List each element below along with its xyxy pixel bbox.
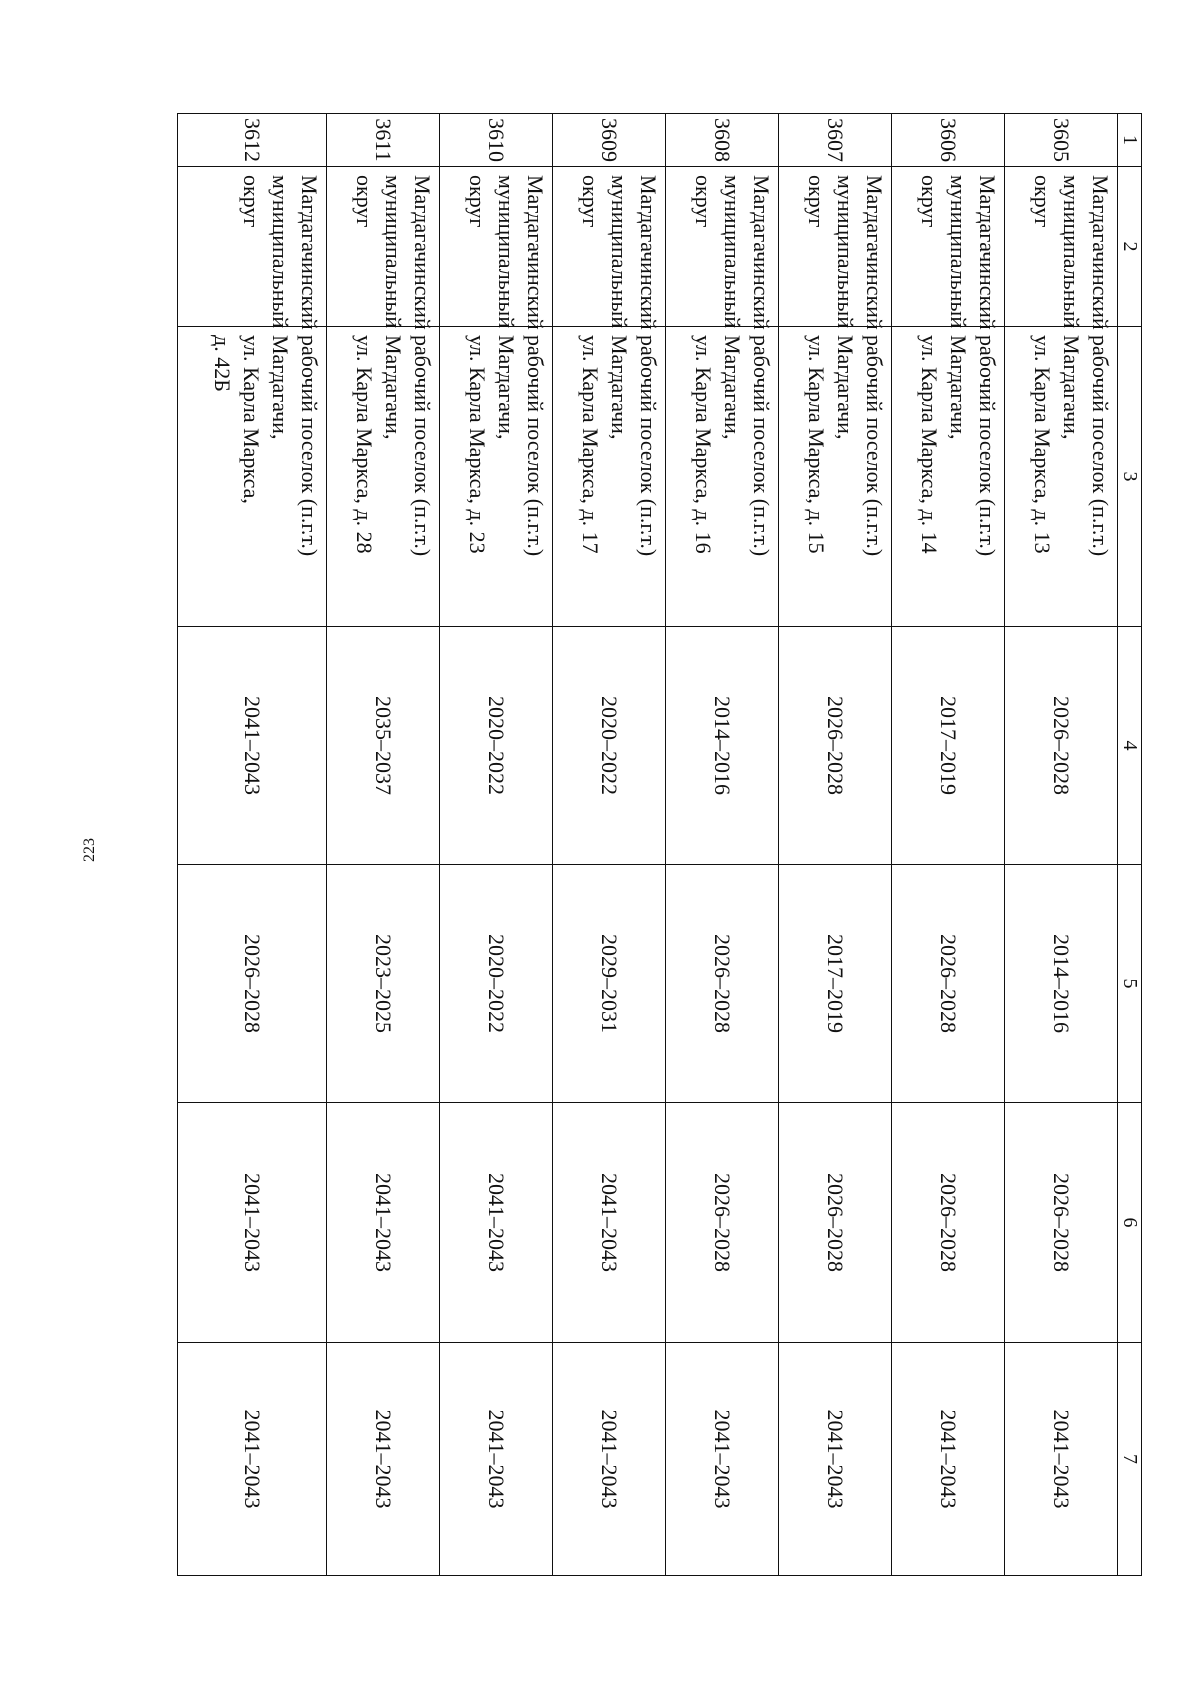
period-cell-c6: 2041–2043: [553, 1103, 666, 1343]
address-cell: [666, 327, 779, 627]
address-line: рабочий поселок (п.г.т.): [523, 335, 549, 557]
table-row: [1005, 114, 1118, 1576]
period-cell-c7: 2041–2043: [779, 1343, 892, 1576]
address-line: рабочий поселок (п.г.т.): [862, 335, 888, 557]
table-row: [779, 114, 892, 1576]
address-line: ул. Карла Маркса, д. 16: [691, 335, 717, 554]
period-cell-c7: 2041–2043: [666, 1343, 779, 1576]
period-cell-c5: 2026–2028: [892, 865, 1005, 1103]
district-line: Магдагачинский: [636, 175, 662, 330]
row-number-cell: 3605: [1005, 114, 1118, 167]
district-line: округ: [578, 175, 604, 228]
row-number-cell: 3606: [892, 114, 1005, 167]
period-cell-c5: 2017–2019: [779, 865, 892, 1103]
period-cell-c4: 2020–2022: [440, 627, 553, 865]
district-line: муниципальный: [381, 175, 407, 329]
address-line: Магдагачи,: [833, 335, 859, 440]
district-line: округ: [1030, 175, 1055, 228]
district-cell: [666, 167, 779, 330]
period-cell-c7: 2041–2043: [1005, 1343, 1118, 1576]
address-line: рабочий поселок (п.г.т.): [749, 335, 775, 557]
period-cell-c7: 2041–2043: [553, 1343, 666, 1576]
column-header: 5: [1118, 865, 1142, 1103]
address-line: ул. Карла Маркса, д. 14: [917, 335, 943, 554]
period-cell-c7: 2041–2043: [440, 1343, 553, 1576]
period-cell-c6: 2041–2043: [440, 1103, 553, 1343]
table-row: [327, 114, 440, 1576]
address-line: рабочий поселок (п.г.т.): [636, 335, 662, 557]
address-line: ул. Карла Маркса, д. 15: [804, 335, 830, 554]
address-line: Магдагачи,: [1059, 335, 1084, 440]
address-line: рабочий поселок (п.г.т.): [297, 335, 323, 557]
table-row: [178, 114, 327, 1576]
district-line: муниципальный: [607, 175, 633, 329]
period-cell-c6: 2041–2043: [327, 1103, 440, 1343]
table-row: [666, 114, 779, 1576]
period-cell-c4: 2026–2028: [1005, 627, 1118, 865]
district-cell: [892, 167, 1005, 330]
district-line: округ: [465, 175, 491, 228]
period-cell-c5: 2014–2016: [1005, 865, 1118, 1103]
address-line: Магдагачи,: [720, 335, 746, 440]
period-cell-c7: 2041–2043: [327, 1343, 440, 1576]
period-cell-c6: 2041–2043: [178, 1103, 327, 1343]
address-line: ул. Карла Маркса, д. 23: [465, 335, 491, 554]
address-cell: [553, 327, 666, 627]
table-row: [440, 114, 553, 1576]
address-cell: [779, 327, 892, 627]
district-line: Магдагачинский: [410, 175, 436, 330]
period-cell-c4: 2014–2016: [666, 627, 779, 865]
district-line: Магдагачинский: [749, 175, 775, 330]
table-row: [553, 114, 666, 1576]
period-cell-c7: 2041–2043: [178, 1343, 327, 1576]
district-line: округ: [804, 175, 830, 228]
district-line: муниципальный: [1059, 175, 1084, 329]
period-cell-c5: 2020–2022: [440, 865, 553, 1103]
district-cell: [553, 167, 666, 330]
district-line: муниципальный: [946, 175, 972, 329]
row-number-cell: 3608: [666, 114, 779, 167]
district-line: муниципальный: [268, 175, 294, 329]
column-header: 2: [1118, 167, 1142, 327]
district-line: округ: [352, 175, 378, 228]
table-row: [892, 114, 1005, 1576]
address-line: Магдагачи,: [268, 335, 294, 440]
table-header-row: [1118, 114, 1142, 1576]
address-line: ул. Карла Маркса,: [239, 335, 265, 504]
address-line: Магдагачи,: [381, 335, 407, 440]
column-header: 7: [1118, 1343, 1142, 1576]
row-number-cell: 3610: [440, 114, 553, 167]
period-cell-c5: 2026–2028: [666, 865, 779, 1103]
address-cell: [892, 327, 1005, 627]
period-cell-c7: 2041–2043: [892, 1343, 1005, 1576]
district-cell: [779, 167, 892, 330]
period-cell-c6: 2026–2028: [666, 1103, 779, 1343]
address-cell: [327, 327, 440, 627]
address-line: ул. Карла Маркса, д. 17: [578, 335, 604, 554]
district-line: муниципальный: [494, 175, 520, 329]
address-line: д. 42Б: [210, 335, 236, 392]
address-line: ул. Карла Маркса, д. 28: [352, 335, 378, 554]
column-header: 1: [1118, 114, 1142, 167]
district-line: Магдагачинский: [862, 175, 888, 330]
district-line: Магдагачинский: [975, 175, 1001, 330]
district-line: округ: [691, 175, 717, 228]
period-cell-c4: 2026–2028: [779, 627, 892, 865]
period-cell-c5: 2023–2025: [327, 865, 440, 1103]
district-line: округ: [917, 175, 943, 228]
row-number-cell: 3611: [327, 114, 440, 167]
row-number-cell: 3607: [779, 114, 892, 167]
column-header: 3: [1118, 327, 1142, 627]
district-line: муниципальный: [720, 175, 746, 329]
period-cell-c4: 2020–2022: [553, 627, 666, 865]
district-line: Магдагачинский: [523, 175, 549, 330]
document-table-container: [177, 113, 1142, 1575]
period-cell-c6: 2026–2028: [892, 1103, 1005, 1343]
period-cell-c4: 2041–2043: [178, 627, 327, 865]
district-line: Магдагачинский: [1088, 175, 1113, 330]
period-cell-c4: 2035–2037: [327, 627, 440, 865]
district-line: Магдагачинский: [297, 175, 323, 330]
address-cell: [440, 327, 553, 627]
district-cell: [1005, 167, 1118, 330]
column-header: 4: [1118, 627, 1142, 865]
address-line: рабочий поселок (п.г.т.): [410, 335, 436, 557]
row-number-cell: 3609: [553, 114, 666, 167]
schedule-table: [177, 113, 1142, 1576]
address-line: Магдагачи,: [946, 335, 972, 440]
district-cell: [440, 167, 553, 330]
address-cell: [178, 327, 327, 627]
period-cell-c5: 2029–2031: [553, 865, 666, 1103]
page-number: 223: [81, 838, 98, 862]
address-cell: [1005, 327, 1118, 627]
period-cell-c4: 2017–2019: [892, 627, 1005, 865]
address-line: Магдагачи,: [607, 335, 633, 440]
period-cell-c6: 2026–2028: [779, 1103, 892, 1343]
period-cell-c5: 2026–2028: [178, 865, 327, 1103]
district-line: муниципальный: [833, 175, 859, 329]
address-line: рабочий поселок (п.г.т.): [1088, 335, 1113, 557]
address-line: Магдагачи,: [494, 335, 520, 440]
district-line: округ: [239, 175, 265, 228]
table-body: [178, 114, 1118, 1576]
district-cell: [178, 167, 327, 330]
period-cell-c6: 2026–2028: [1005, 1103, 1118, 1343]
row-number-cell: 3612: [178, 114, 327, 167]
district-cell: [327, 167, 440, 330]
address-line: ул. Карла Маркса, д. 13: [1030, 335, 1055, 554]
column-header: 6: [1118, 1103, 1142, 1343]
address-line: рабочий поселок (п.г.т.): [975, 335, 1001, 557]
